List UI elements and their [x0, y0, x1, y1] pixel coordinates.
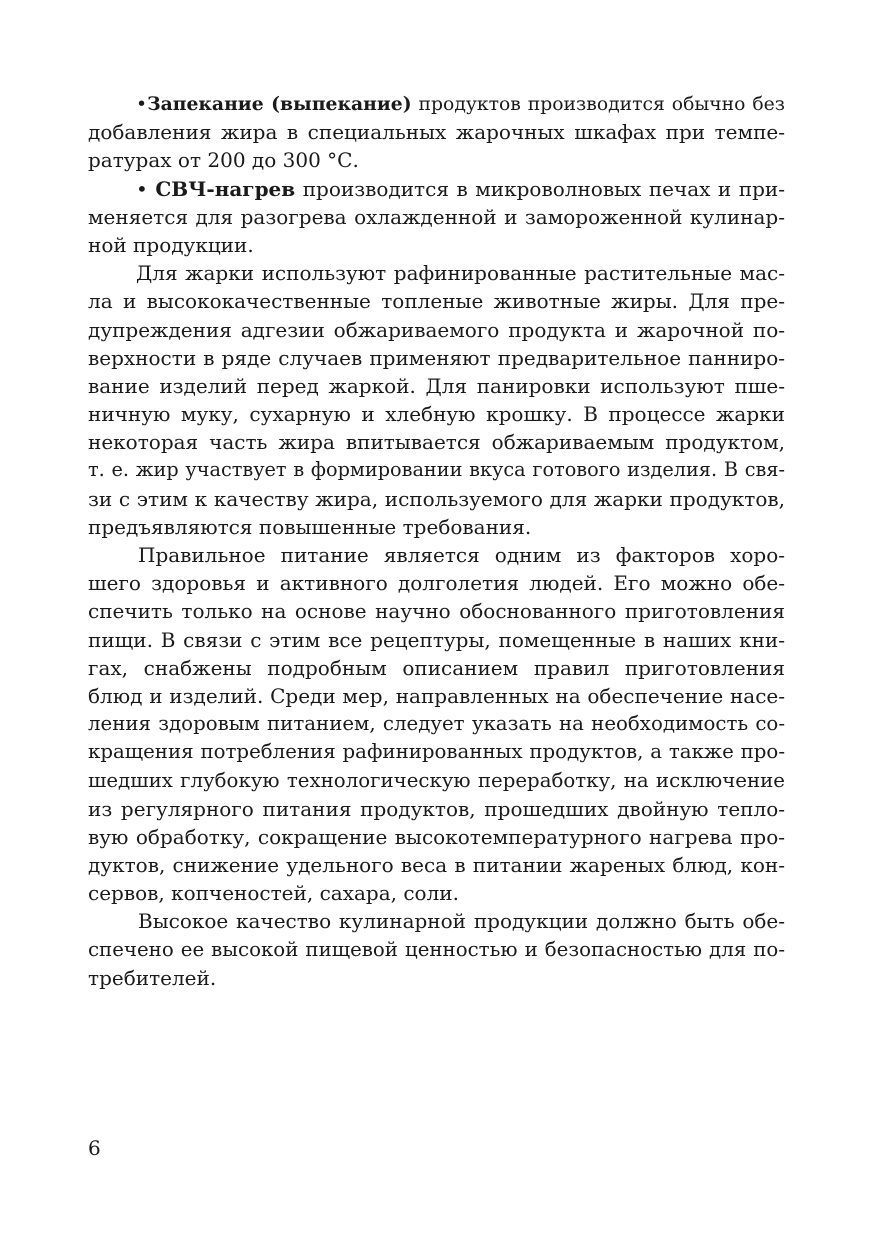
paragraph-frying — [88, 259, 785, 541]
paragraph-baking — [88, 90, 785, 175]
text-line: гах, снабжены подробным описанием правил приготовления — [88, 655, 785, 680]
text-line: из регулярного питания продуктов, прошедших двойную тепло- — [88, 796, 785, 821]
text-line: добавления жира в специальных жарочных шкафах при темпе- — [88, 120, 785, 145]
text-line: спечено ее высокой пищевой ценностью и безопасностью для по- — [88, 937, 785, 961]
text-line: ления здоровым питанием, следует указать на необходимость со- — [88, 712, 785, 736]
text-line: ла и высококачественные топленые животные жиры. Для пре- — [88, 289, 785, 314]
bullet: • — [136, 176, 148, 201]
text-line: меняется для разогрева охлажденной и замороженной кулинар- — [88, 204, 785, 229]
text-line: пищи. В связи с этим все рецептуры, помещенные в наших кни- — [88, 627, 785, 652]
text-line: предъявляются повышенные требования. — [88, 514, 532, 539]
text-line: Высокое качество кулинарной продукции должно быть обе- — [138, 909, 785, 934]
page-body — [88, 90, 785, 992]
text-line: т. е. жир участвует в формировании вкуса готового изделия. В свя- — [88, 458, 785, 482]
text-line: спечить только на основе научно обоснованного приготовления — [88, 599, 785, 624]
text-line: требителей. — [88, 965, 217, 990]
term-bold: Запекание (выпекание) — [147, 93, 412, 115]
text-line: блюд и изделий. Среди мер, направленных на обеспечение насе- — [88, 683, 785, 708]
paragraph-quality — [88, 907, 785, 992]
text-line: шего здоровья и активного долголетия людей. Его можно обе- — [88, 571, 785, 596]
text-line: •Запекание (выпекание) продуктов производится обычно без — [136, 93, 785, 115]
text-line: ной продукции. — [88, 232, 254, 257]
text-line: дупреждения адгезии обжариваемого продукта и жарочной по- — [88, 317, 785, 342]
text-line: вание изделий перед жаркой. Для панировки используют пше- — [88, 373, 785, 398]
paragraph-microwave — [88, 175, 785, 260]
text-line: зи с этим к качеству жира, используемого для жарки продуктов, — [88, 486, 785, 511]
text-line: шедших глубокую технологическую переработку, на исключение — [88, 768, 785, 792]
term-bold: СВЧ-нагрев — [155, 176, 296, 201]
text-line: ничную муку, сухарную и хлебную крошку. В процессе жарки — [88, 402, 785, 427]
paragraph-nutrition — [88, 541, 785, 907]
text-line: • СВЧ-нагрев производится в микроволновых печах и при- — [136, 176, 786, 201]
text-line: дуктов, снижение удельного веса в питании жареных блюд, кон- — [88, 853, 785, 878]
text-line: Для жарки используют рафинированные растительные мас- — [136, 261, 785, 286]
text-line: вую обработку, сокращение высокотемпературного нагрева про- — [88, 824, 785, 849]
text-line: Правильное питание является одним из факторов хоро- — [138, 543, 785, 567]
text-line: верхности в ряде случаев применяют предварительное панниро- — [88, 345, 785, 370]
text-line: кращения потребления рафинированных продуктов, а также про- — [88, 740, 785, 764]
text-line: некоторая часть жира впитывается обжариваемым продуктом, — [88, 430, 785, 455]
text-line: сервов, копченостей, сахара, соли. — [88, 881, 459, 906]
page-number: 6 — [88, 1136, 101, 1160]
text-line: ратурах от 200 до 300 °С. — [88, 148, 359, 173]
bullet: • — [136, 94, 148, 115]
